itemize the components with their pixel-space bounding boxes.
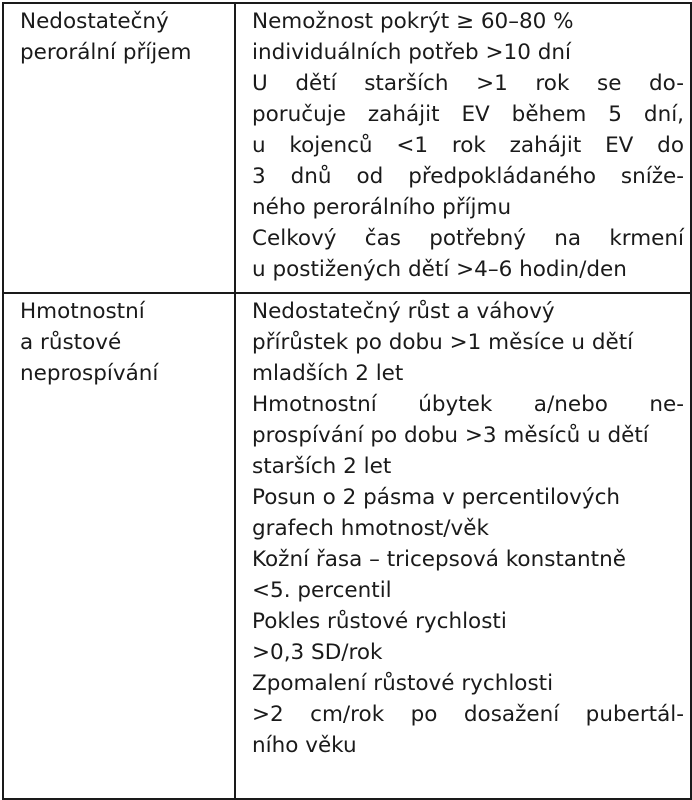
description-item bbox=[252, 389, 684, 482]
criteria-table bbox=[2, 2, 692, 800]
description-line: u postižených dětí >4–6 hodin/den bbox=[252, 257, 627, 282]
description-item bbox=[252, 482, 684, 544]
criterion-cell bbox=[3, 293, 235, 799]
description-line: 3 dnů od předpokládaného sníže- bbox=[252, 164, 684, 189]
description-line: poručuje zahájit EV během 5 dní, bbox=[252, 102, 684, 127]
description-line: individuálních potřeb >10 dní bbox=[252, 40, 571, 65]
description-line: Nemožnost pokrýt ≥ 60–80 % bbox=[252, 9, 574, 34]
description-line: mladších 2 let bbox=[252, 361, 404, 386]
description-line: Pokles růstové rychlosti bbox=[252, 609, 507, 634]
criterion-cell bbox=[3, 3, 235, 293]
description-cell bbox=[235, 3, 691, 293]
description-item bbox=[252, 606, 684, 668]
criterion-line: a růstové bbox=[20, 330, 122, 355]
description-line: prospívání po dobu >3 měsíců u dětí bbox=[252, 423, 649, 448]
description-item bbox=[252, 668, 684, 761]
description-line: starších 2 let bbox=[252, 454, 392, 479]
description-cell bbox=[235, 293, 691, 799]
description-line: ního věku bbox=[252, 733, 357, 758]
description-item bbox=[252, 6, 684, 68]
table-row bbox=[3, 3, 691, 293]
description-line: >0,3 SD/rok bbox=[252, 640, 383, 665]
description-line: Nedostatečný růst a váhový bbox=[252, 299, 555, 324]
description-line: přírůstek po dobu >1 měsíce u dětí bbox=[252, 330, 634, 355]
description-line: Kožní řasa – tricepsová konstantně bbox=[252, 547, 626, 572]
criterion-line: perorální příjem bbox=[20, 40, 192, 65]
description-item bbox=[252, 223, 684, 285]
description-line: U dětí starších >1 rok se do- bbox=[252, 71, 684, 96]
criterion-line: Nedostatečný bbox=[20, 9, 169, 34]
description-item bbox=[252, 296, 684, 389]
criterion-line: neprospívání bbox=[20, 361, 159, 386]
description-line: Hmotnostní úbytek a/nebo ne- bbox=[252, 392, 684, 417]
description-line: <5. percentil bbox=[252, 578, 392, 603]
table-row bbox=[3, 293, 691, 799]
description-line: Celkový čas potřebný na krmení bbox=[252, 226, 684, 251]
description-line: ného perorálního příjmu bbox=[252, 195, 512, 220]
criterion-line: Hmotnostní bbox=[20, 299, 145, 324]
description-item bbox=[252, 544, 684, 606]
description-line: Posun o 2 pásma v percentilových bbox=[252, 485, 621, 510]
description-line: u kojenců <1 rok zahájit EV do bbox=[252, 133, 684, 158]
description-line: grafech hmotnost/věk bbox=[252, 516, 489, 541]
description-line: >2 cm/rok po dosažení pubertál- bbox=[252, 702, 684, 727]
description-item bbox=[252, 68, 684, 223]
description-line: Zpomalení růstové rychlosti bbox=[252, 671, 554, 696]
